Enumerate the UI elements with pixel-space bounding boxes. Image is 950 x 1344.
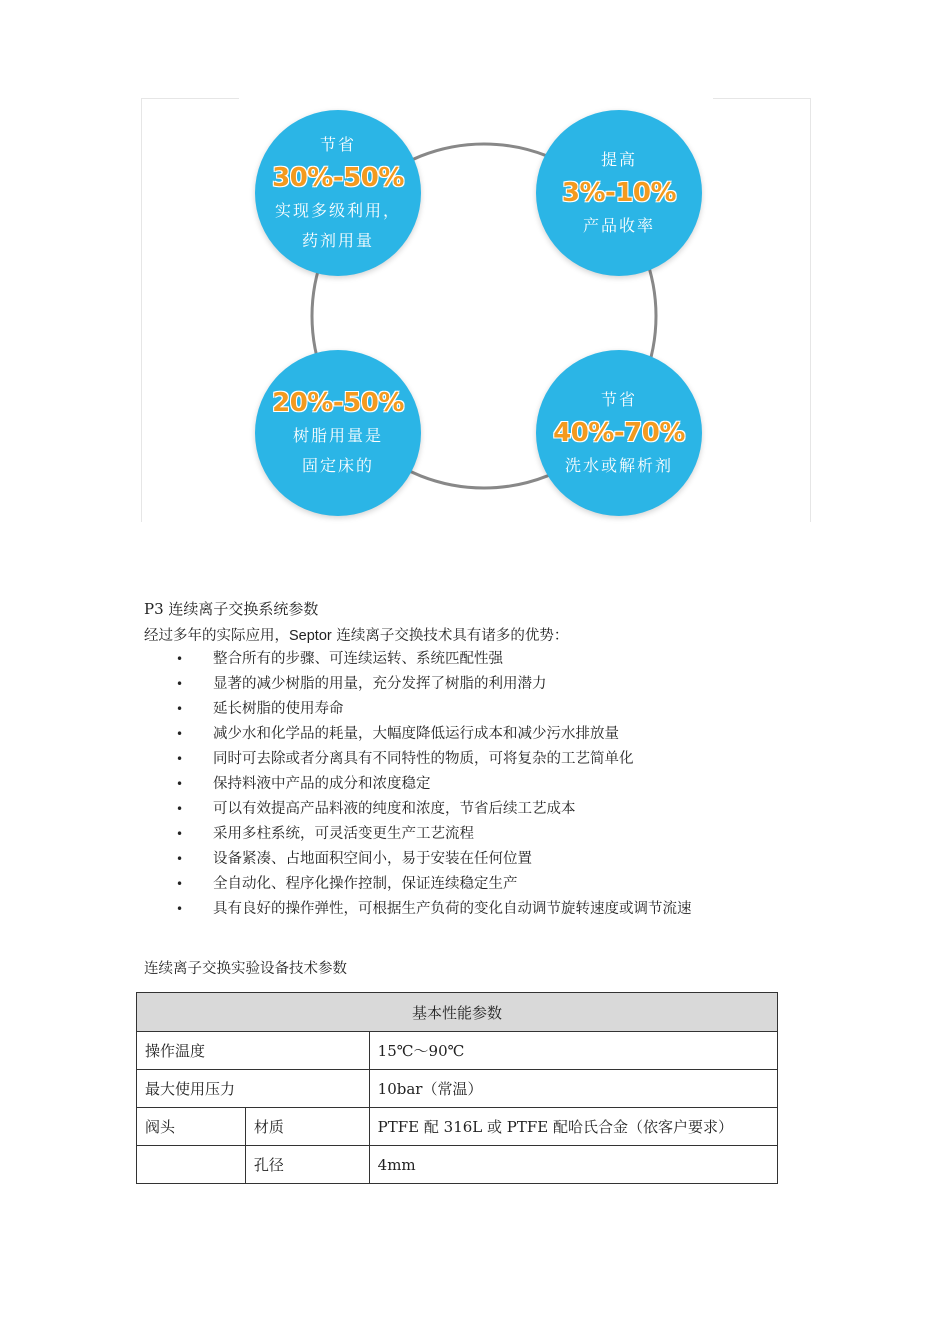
bullet: •: [176, 702, 184, 716]
bubble-top-label: 提高: [600, 150, 637, 169]
list-item-text: 可以有效提高产品料液的纯度和浓度，节省后续工艺成本: [213, 801, 576, 817]
table-row: [137, 1032, 778, 1070]
bullet: •: [176, 677, 184, 691]
bubble-yield-increase: [536, 110, 702, 276]
param-sublabel: 材质: [245, 1108, 369, 1146]
bullet: •: [176, 827, 184, 841]
bubble-resin-usage: [255, 350, 421, 516]
param-value: 15℃～90℃: [369, 1032, 777, 1070]
list-item-text: 具有良好的操作弹性，可根据生产负荷的变化自动调节旋转速度或调节流速: [213, 901, 692, 917]
param-sublabel: 孔径: [245, 1146, 369, 1184]
list-item-text: 显著的减少树脂的用量，充分发挥了树脂的利用潜力: [213, 676, 547, 692]
ring-diagram: [142, 98, 810, 522]
intro-text-before: 经过多年的实际应用，: [144, 628, 289, 644]
list-item-text: 整合所有的步骤、可连续运转、系统匹配性强: [213, 651, 503, 667]
bubble-wash-saving: [536, 350, 702, 516]
table-header-row: [137, 993, 778, 1032]
table-caption: 连续离子交换实验设备技术参数: [144, 961, 347, 977]
table-header: 基本性能参数: [137, 993, 778, 1032]
list-item-text: 设备紧凑、占地面积空间小，易于安装在任何位置: [213, 851, 532, 867]
bubble-line1: 产品收率: [582, 216, 655, 235]
param-label: 操作温度: [137, 1032, 370, 1070]
bubble-top-label: 节省: [600, 390, 637, 409]
bullet: •: [176, 902, 184, 916]
bubble-value: 40%-70%: [553, 418, 685, 448]
bullet: •: [176, 802, 184, 816]
bullet: •: [176, 727, 184, 741]
bullet: •: [176, 852, 184, 866]
intro-text-after: 连续离子交换技术具有诸多的优势：: [331, 628, 569, 644]
bubble-line1: 洗水或解析剂: [564, 456, 673, 475]
param-label: 阀头: [137, 1108, 246, 1146]
table-row: [137, 1070, 778, 1108]
table-row: [137, 1146, 778, 1184]
table-row: [137, 1108, 778, 1146]
bubble-line2: 固定床的: [301, 456, 374, 475]
list-item-text: 延长树脂的使用寿命: [213, 701, 344, 717]
param-value: 10bar（常温）: [369, 1070, 777, 1108]
list-item-text: 保持料液中产品的成分和浓度稳定: [213, 776, 431, 792]
intro-brand: Septor: [289, 628, 332, 644]
bubble-line2: 药剂用量: [301, 231, 374, 250]
section-title: P3 连续离子交换系统参数: [144, 600, 319, 618]
bubble-top-label: 节省: [319, 135, 356, 154]
bubble-value: 3%-10%: [561, 178, 677, 208]
param-label: 最大使用压力: [137, 1070, 370, 1108]
bubble-value: 30%-50%: [272, 163, 404, 193]
list-item-text: 采用多柱系统，可灵活变更生产工艺流程: [213, 826, 474, 842]
parameters-table: [136, 992, 778, 1184]
bullet: •: [176, 652, 184, 666]
bubble-line1: 树脂用量是: [292, 426, 383, 445]
param-value: 4mm: [369, 1146, 777, 1184]
bullet: •: [176, 877, 184, 891]
intro-paragraph: [144, 624, 568, 645]
param-value: PTFE 配 316L 或 PTFE 配哈氏合金（依客户要求）: [369, 1108, 777, 1146]
list-item-text: 减少水和化学品的耗量，大幅度降低运行成本和减少污水排放量: [213, 726, 619, 742]
param-label: [137, 1146, 246, 1184]
bubble-line1: 实现多级利用，: [274, 201, 401, 220]
benefits-figure: [141, 98, 811, 522]
bubble-value: 20%-50%: [272, 388, 404, 418]
list-item-text: 同时可去除或者分离具有不同特性的物质，可将复杂的工艺简单化: [213, 751, 634, 767]
bubble-chemical-saving: [255, 110, 421, 276]
list-item-text: 全自动化、程序化操作控制，保证连续稳定生产: [213, 876, 518, 892]
bullet: •: [176, 752, 184, 766]
bullet: •: [176, 777, 184, 791]
